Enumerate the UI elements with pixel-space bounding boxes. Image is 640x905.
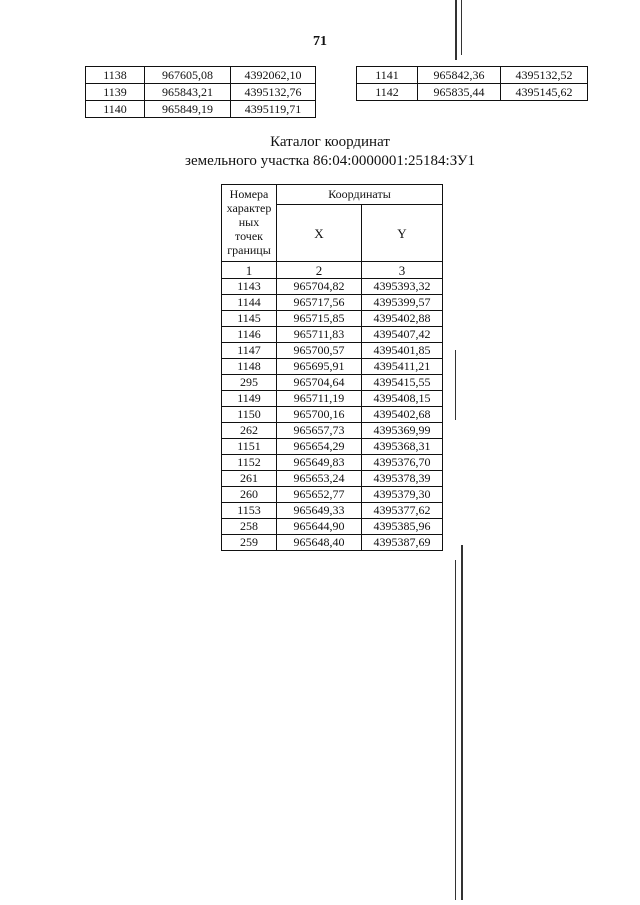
x-coordinate-cell: 965695,91 [277, 359, 362, 375]
x-coordinate-cell: 967605,08 [145, 67, 231, 84]
point-number-cell: 259 [222, 535, 277, 551]
x-coordinate-cell: 965700,57 [277, 343, 362, 359]
page-number: 71 [313, 34, 327, 49]
catalog-title: Каталог координат [270, 134, 390, 150]
y-coordinate-cell: 4395415,55 [362, 375, 443, 391]
table-row [222, 279, 443, 295]
table-row [222, 535, 443, 551]
x-coordinate-cell: 965843,21 [145, 84, 231, 101]
continuation-table-left [85, 66, 316, 118]
x-coordinate-cell: 965657,73 [277, 423, 362, 439]
table-row [222, 407, 443, 423]
scan-artifact-line [455, 0, 457, 60]
x-coordinate-cell: 965715,85 [277, 311, 362, 327]
table-row [357, 84, 588, 101]
y-coordinate-cell: 4395369,99 [362, 423, 443, 439]
scan-artifact-line [455, 350, 456, 420]
x-coordinate-cell: 965704,82 [277, 279, 362, 295]
point-number-cell: 1141 [357, 67, 418, 84]
x-coordinate-cell: 965648,40 [277, 535, 362, 551]
table-row [357, 67, 588, 84]
header-col-number-2: 2 [277, 262, 362, 279]
point-number-cell: 1145 [222, 311, 277, 327]
table-row [86, 101, 316, 118]
y-coordinate-cell: 4395368,31 [362, 439, 443, 455]
header-col-number-1: 1 [222, 262, 277, 279]
y-coordinate-cell: 4395132,52 [501, 67, 588, 84]
table-row [222, 439, 443, 455]
table-row [222, 295, 443, 311]
point-number-cell: 1143 [222, 279, 277, 295]
point-number-cell: 1147 [222, 343, 277, 359]
point-number-cell: 1153 [222, 503, 277, 519]
point-number-cell: 1140 [86, 101, 145, 118]
catalog-subtitle: земельного участка 86:04:0000001:25184:ЗУ1 [185, 153, 475, 169]
y-coordinate-cell: 4395411,21 [362, 359, 443, 375]
point-number-cell: 1138 [86, 67, 145, 84]
scan-artifact-line [455, 560, 456, 900]
y-coordinate-cell: 4395393,32 [362, 279, 443, 295]
table-row [86, 84, 316, 101]
y-coordinate-cell: 4395387,69 [362, 535, 443, 551]
table-row [222, 343, 443, 359]
header-x: X [277, 205, 362, 262]
header-coordinates: Координаты [277, 185, 443, 205]
x-coordinate-cell: 965835,44 [418, 84, 501, 101]
coordinates-catalog-table [221, 184, 443, 551]
scan-artifact-line [461, 0, 462, 55]
point-number-cell: 261 [222, 471, 277, 487]
point-number-cell: 1139 [86, 84, 145, 101]
x-coordinate-cell: 965644,90 [277, 519, 362, 535]
point-number-cell: 1146 [222, 327, 277, 343]
table-row [222, 359, 443, 375]
y-coordinate-cell: 4392062,10 [231, 67, 316, 84]
x-coordinate-cell: 965849,19 [145, 101, 231, 118]
table-row [222, 503, 443, 519]
table-row [222, 311, 443, 327]
table-row [222, 487, 443, 503]
point-number-cell: 1150 [222, 407, 277, 423]
point-number-cell: 1151 [222, 439, 277, 455]
scan-artifact-line [461, 545, 463, 900]
point-number-cell: 258 [222, 519, 277, 535]
y-coordinate-cell: 4395385,96 [362, 519, 443, 535]
table-row [222, 391, 443, 407]
y-coordinate-cell: 4395399,57 [362, 295, 443, 311]
table-row [222, 455, 443, 471]
y-coordinate-cell: 4395408,15 [362, 391, 443, 407]
x-coordinate-cell: 965711,83 [277, 327, 362, 343]
y-coordinate-cell: 4395132,76 [231, 84, 316, 101]
point-number-cell: 1144 [222, 295, 277, 311]
x-coordinate-cell: 965711,19 [277, 391, 362, 407]
y-coordinate-cell: 4395379,30 [362, 487, 443, 503]
x-coordinate-cell: 965654,29 [277, 439, 362, 455]
y-coordinate-cell: 4395407,42 [362, 327, 443, 343]
x-coordinate-cell: 965704,64 [277, 375, 362, 391]
point-number-cell: 1142 [357, 84, 418, 101]
point-number-cell: 262 [222, 423, 277, 439]
point-number-cell: 1149 [222, 391, 277, 407]
header-y: Y [362, 205, 443, 262]
y-coordinate-cell: 4395378,39 [362, 471, 443, 487]
x-coordinate-cell: 965649,33 [277, 503, 362, 519]
y-coordinate-cell: 4395402,68 [362, 407, 443, 423]
x-coordinate-cell: 965649,83 [277, 455, 362, 471]
table-row [222, 375, 443, 391]
table-row [86, 67, 316, 84]
point-number-cell: 1152 [222, 455, 277, 471]
table-row [222, 519, 443, 535]
table-row [222, 327, 443, 343]
point-number-cell: 260 [222, 487, 277, 503]
x-coordinate-cell: 965717,56 [277, 295, 362, 311]
y-coordinate-cell: 4395401,85 [362, 343, 443, 359]
x-coordinate-cell: 965700,16 [277, 407, 362, 423]
y-coordinate-cell: 4395402,88 [362, 311, 443, 327]
header-col-number-3: 3 [362, 262, 443, 279]
y-coordinate-cell: 4395145,62 [501, 84, 588, 101]
header-point-number: Номера характер ных точек границы [222, 185, 277, 262]
y-coordinate-cell: 4395376,70 [362, 455, 443, 471]
table-row [222, 423, 443, 439]
x-coordinate-cell: 965842,36 [418, 67, 501, 84]
point-number-cell: 1148 [222, 359, 277, 375]
x-coordinate-cell: 965652,77 [277, 487, 362, 503]
y-coordinate-cell: 4395119,71 [231, 101, 316, 118]
x-coordinate-cell: 965653,24 [277, 471, 362, 487]
point-number-cell: 295 [222, 375, 277, 391]
y-coordinate-cell: 4395377,62 [362, 503, 443, 519]
continuation-table-right [356, 66, 588, 101]
table-row [222, 471, 443, 487]
